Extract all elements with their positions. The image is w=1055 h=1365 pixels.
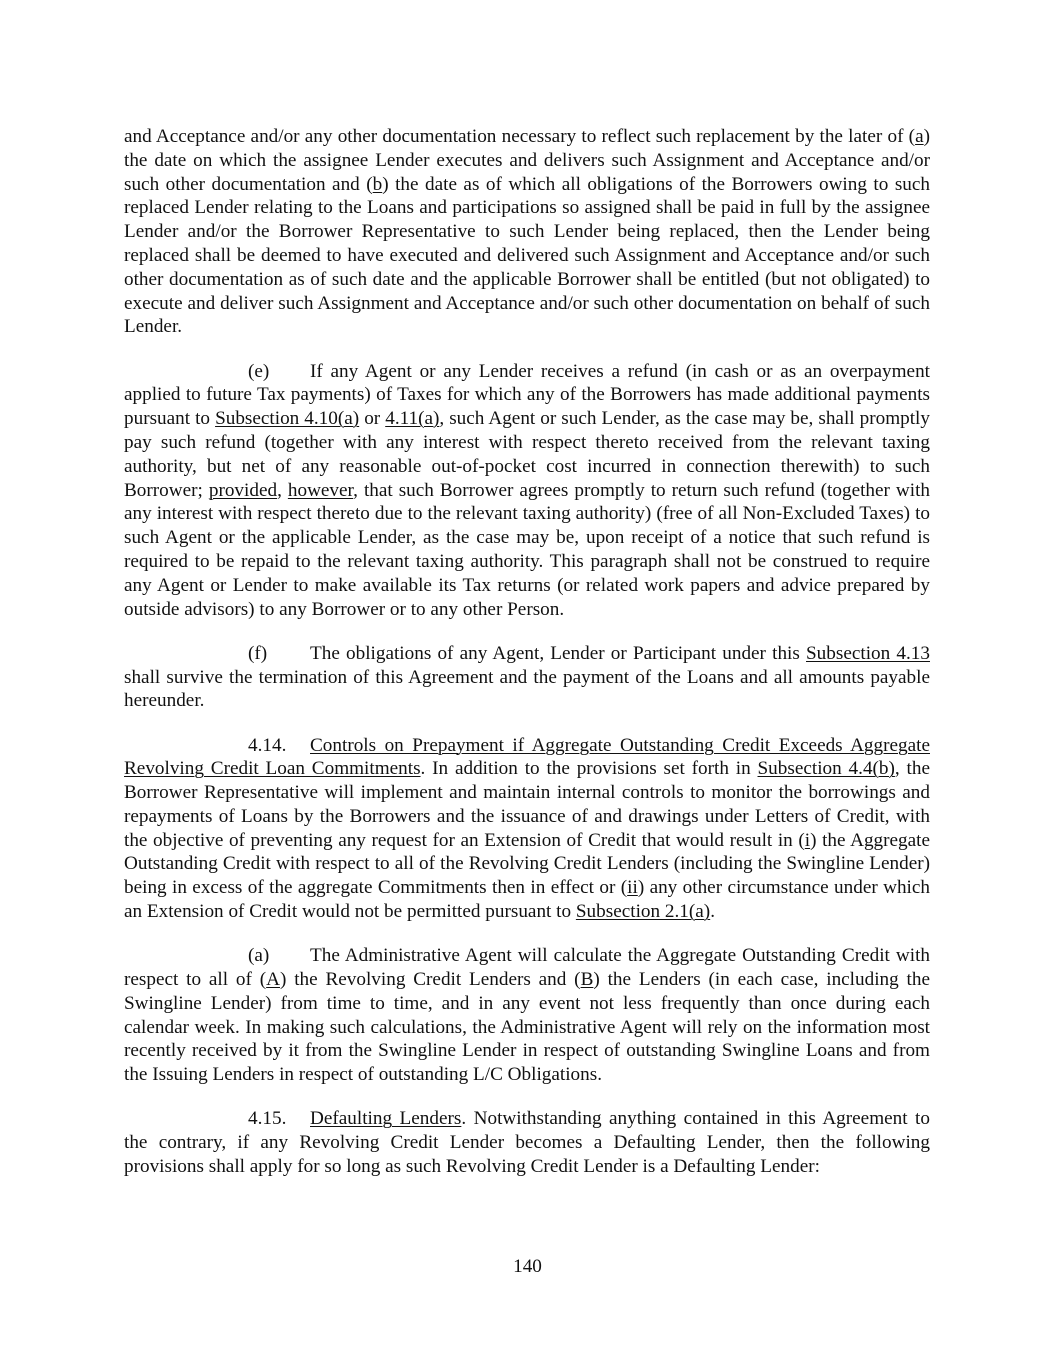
- subsection-ref: 4.11(a): [385, 408, 440, 430]
- document-page: [124, 125, 930, 1199]
- section-heading: Defaulting Lenders: [310, 1108, 462, 1130]
- paragraph-label: (a): [248, 945, 270, 967]
- section-number: 4.14.: [248, 734, 287, 756]
- clause-ref-B: B: [580, 969, 594, 991]
- clause-ref-b: b: [372, 173, 383, 195]
- subsection-ref: Subsection 4.4(b): [757, 758, 895, 780]
- section-4-14: 4.14. Controls on Prepayment if Aggregate Outstanding Credit Exceeds Aggregate Revolving Credit Loan Commitments. In addition to the provisions set forth in Subsection 4.4(b), the Borrower Representative will implement and maintain internal controls to monitor the borrowings and repayments of Loans by the Borrowers and the issuance of and drawings under Letters of Credit, with the objective of preventing any request for an Extension of Credit that would result in (i) the Aggregate Outstanding Credit with respect to all of the Revolving Credit Lenders (including the Swingline Lender) being in excess of the aggregate Commitments then in effect or (ii) any other circumstance under which an Extension of Credit would not be permitted pursuant to Subsection 2.1(a).: [124, 734, 930, 923]
- paragraph-label: (f): [248, 642, 268, 664]
- however-term: however: [287, 479, 354, 501]
- paragraph-continuation: and Acceptance and/or any other documentation necessary to reflect such replacement by the later of (a) the date on which the assignee Lender executes and delivers such Assignment and Acceptance and/or such other documentation and (b) the date as of which all obligations of the Borrowers owing to such replaced Lender relating to the Loans and participations so assigned shall be paid in full by the assignee Lender and/or the Borrower Representative to such Lender being replaced, then the Lender being replaced shall be deemed to have executed and delivered such Assignment and Acceptance and/or such other documentation as of such date and the applicable Borrower shall be entitled (but not obligated) to execute and deliver such Assignment and Acceptance and/or such other documentation on behalf of such Lender.: [124, 126, 930, 338]
- clause-ref-A: A: [266, 969, 280, 991]
- section-heading: Controls on Prepayment if Aggregate Outstanding Credit Exceeds Aggregate Revolving Credit Loan Commitments: [124, 734, 930, 780]
- subsection-ref: Subsection 4.13: [806, 642, 930, 664]
- paragraph-a: (a) The Administrative Agent will calculate the Aggregate Outstanding Credit with respect to all of (A) the Revolving Credit Lenders and (B) the Lenders (in each case, including the Swingline Lender) from time to time, and in any event not less frequently than once during each calendar week. In making such calculations, the Administrative Agent will rely on the information most recently received by it from the Swingline Lender in respect of outstanding Swingline Loans and from the Issuing Lenders in respect of outstanding L/C Obligations.: [124, 945, 930, 1086]
- clause-ref-i: i: [804, 829, 811, 851]
- subsection-ref: Subsection 2.1(a): [575, 901, 711, 923]
- paragraph-label: (e): [248, 360, 270, 382]
- paragraph-f: (f) The obligations of any Agent, Lender or Participant under this Subsection 4.13 shall survive the termination of this Agreement and the payment of the Loans and all amounts payable hereunder.: [124, 642, 930, 712]
- provided-term: provided: [208, 479, 278, 501]
- section-number: 4.15.: [248, 1108, 287, 1130]
- clause-ref-a: a: [915, 126, 924, 147]
- page-number: 140: [513, 1256, 542, 1277]
- section-4-15: 4.15. Defaulting Lenders. Notwithstanding anything contained in this Agreement to the contrary, if any Revolving Credit Lender becomes a Defaulting Lender, then the following provisions shall apply for so long as such Revolving Credit Lender is a Defaulting Lender:: [124, 1108, 930, 1178]
- clause-ref-ii: ii: [627, 877, 638, 899]
- subsection-ref: Subsection 4.10(a): [215, 408, 360, 430]
- paragraph-e: (e) If any Agent or any Lender receives a refund (in cash or as an overpayment applied to future Tax payments) of Taxes for which any of the Borrowers has made additional payments pursuant to Subsection 4.10(a) or 4.11(a), such Agent or such Lender, as the case may be, shall promptly pay such refund (together with any interest with respect thereto received from the relevant taxing authority, but net of any reasonable out-of-pocket cost incurred in connection therewith) to such Borrower; provided, however, that such Borrower agrees promptly to return such refund (together with any interest with respect thereto due to the relevant taxing authority) (free of all Non-Excluded Taxes) to such Agent or the applicable Lender, as the case may be, upon receipt of a notice that such refund is required to be repaid to the relevant taxing authority. This paragraph shall not be construed to require any Agent or Lender to make available its Tax returns (or related work papers and advice prepared by outside advisors) to any Borrower or to any other Person.: [124, 360, 931, 620]
